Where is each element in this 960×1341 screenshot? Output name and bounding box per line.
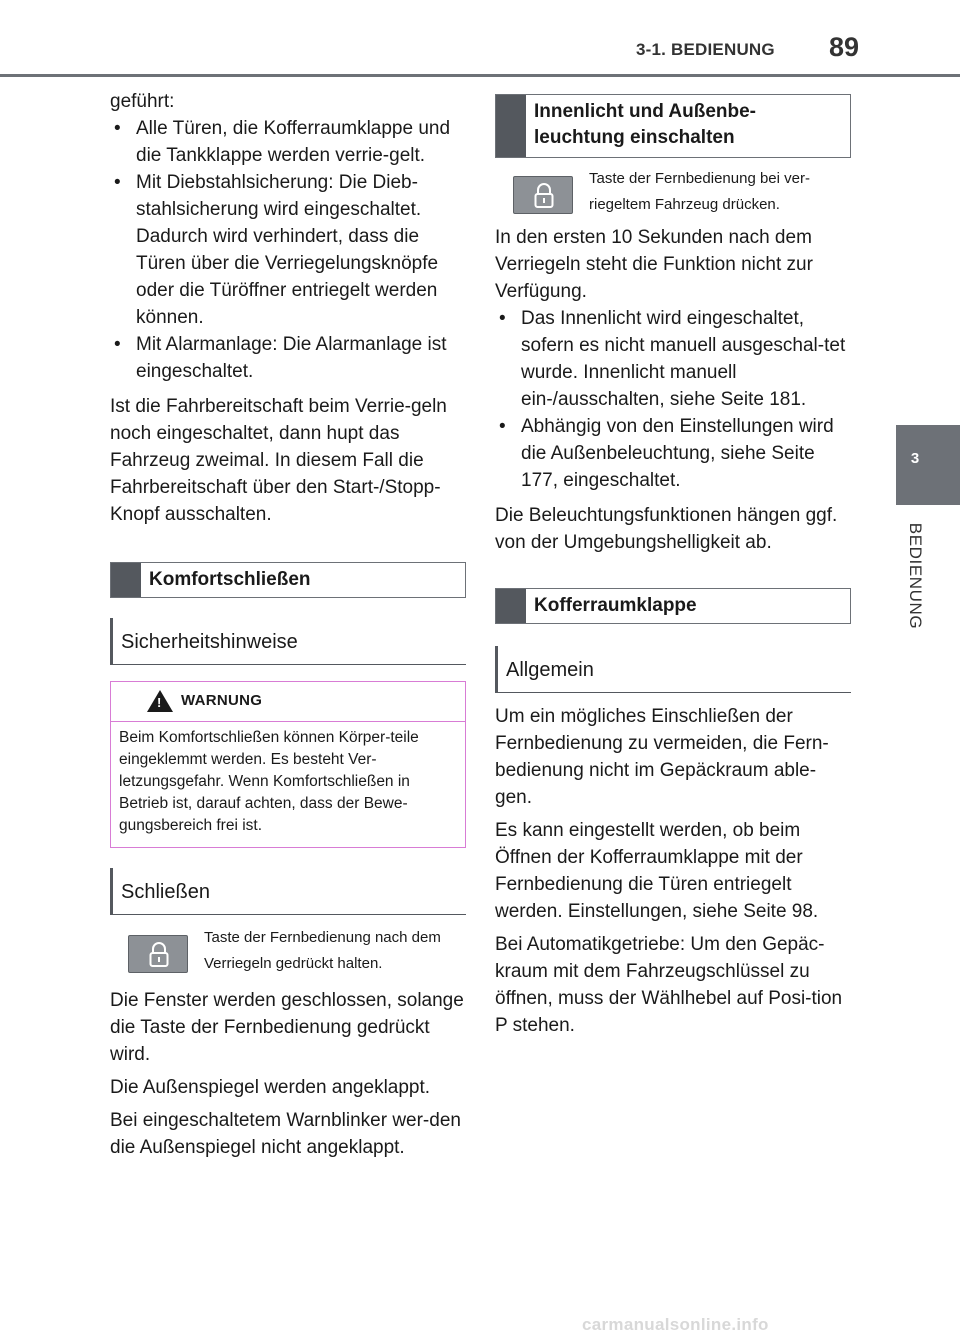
paragraph: Die Beleuchtungsfunktionen hängen ggf. von der Umgebungshelligkeit ab. <box>495 505 838 553</box>
paragraph: Bei Automatikgetriebe: Um den Gepäc-kraum mit dem Fahrzeugschlüssel zu öffnen, muss der Wählhebel auf Posi-tion P stehen. <box>495 934 843 1036</box>
key-instruction <box>110 925 466 987</box>
section-title: 3-1. BEDIENUNG <box>636 40 775 59</box>
list-item: • Abhängig von den Einstellungen wird die Außenbeleuchtung, siehe Seite 177, eingeschaltet. <box>495 413 851 494</box>
paragraph: Um ein mögliches Einschließen der Fernbedienung zu vermeiden, die Fern-bedienung nicht im Gepäckraum able-gen. <box>495 706 829 808</box>
subheading-allgemein: Allgemein <box>495 646 851 693</box>
bullet-list <box>110 115 466 385</box>
key-instruction-text: Taste der Fernbedienung nach dem Verriegeln gedrückt halten. <box>204 929 441 972</box>
section-heading-komfortschliessen <box>110 562 466 598</box>
warning-body: Beim Komfortschließen können Körper-teile eingeklemmt werden. Es besteht Ver-letzungsgefahr. Wenn Komfortschließen in Betrieb ist, darauf achten, dass der Bewe-gungsbereich frei ist. <box>119 729 419 834</box>
heading-bar <box>496 95 526 157</box>
key-instruction <box>495 166 851 224</box>
remote-key-button <box>128 935 188 973</box>
section-heading-innenlicht <box>495 94 851 158</box>
paragraph: Es kann eingestellt werden, ob beim Öffnen der Kofferraumklappe mit der Fernbedienung die Türen entriegelt werden. Einstellungen, siehe Seite 98. <box>495 820 819 922</box>
warning-box <box>110 681 466 848</box>
warning-title: WARNUNG <box>181 692 263 709</box>
paragraph: In den ersten 10 Sekunden nach dem Verriegeln steht die Funktion nicht zur Verfügung. <box>495 227 813 302</box>
lock-icon <box>534 183 554 209</box>
list-item: • Das Innenlicht wird eingeschaltet, sofern es nicht manuell ausgeschal-tet wurde. Innenlicht manuell ein-/ausschalten, siehe Seite 181. <box>495 305 851 413</box>
chapter-number: 3 <box>910 450 920 467</box>
paragraph: Die Fenster werden geschlossen, solange die Taste der Fernbedienung gedrückt wird. <box>110 990 464 1065</box>
heading-bar <box>111 563 141 597</box>
list-item: • Mit Alarmanlage: Die Alarmanlage ist eingeschaltet. <box>110 331 466 385</box>
subheading-sicherheitshinweise: Sicherheitshinweise <box>110 618 466 665</box>
page-number: 89 <box>829 32 860 62</box>
watermark: carmanualsonline.info <box>582 1315 769 1334</box>
section-heading-kofferraumklappe <box>495 588 851 624</box>
subheading-schliessen: Schließen <box>110 868 466 915</box>
warning-header <box>111 682 465 722</box>
right-column <box>495 94 851 1045</box>
paragraph: Die Außenspiegel werden angeklappt. <box>110 1077 431 1098</box>
heading-bar <box>496 589 526 623</box>
key-instruction-text: Taste der Fernbedienung bei ver-riegeltem Fahrzeug drücken. <box>589 170 810 213</box>
lock-icon <box>149 942 169 968</box>
remote-key-button <box>513 176 573 214</box>
list-item: • Mit Diebstahlsicherung: Die Dieb-stahlsicherung wird eingeschaltet. Dadurch wird verhindert, dass die Türen über die Verriegelungsknöpfe oder die Türöffner entriegelt werden können. <box>110 169 466 331</box>
list-item: • Alle Türen, die Kofferraumklappe und die Tankklappe werden verrie-gelt. <box>110 115 466 169</box>
heading-text: Kofferraumklappe <box>534 595 697 616</box>
warning-triangle-icon <box>147 690 173 712</box>
left-column <box>110 88 466 1167</box>
bullet-list <box>495 305 851 494</box>
chapter-label-container <box>896 520 934 640</box>
heading-text: Innenlicht und Außenbe-leuchtung einschalten <box>534 101 756 148</box>
paragraph: Ist die Fahrbereitschaft beim Verrie-geln noch eingeschaltet, dann hupt das Fahrzeug zweimal. In diesem Fall die Fahrbereitschaft über den Start-/Stopp-Knopf ausschalten. <box>110 396 447 525</box>
paragraph: Bei eingeschaltetem Warnblinker wer-den die Außenspiegel nicht angeklappt. <box>110 1110 461 1158</box>
intro-text: geführt: <box>110 91 175 112</box>
heading-text: Komfortschließen <box>149 569 311 590</box>
chapter-label: BEDIENUNG <box>906 522 925 630</box>
header-rule <box>0 74 960 77</box>
